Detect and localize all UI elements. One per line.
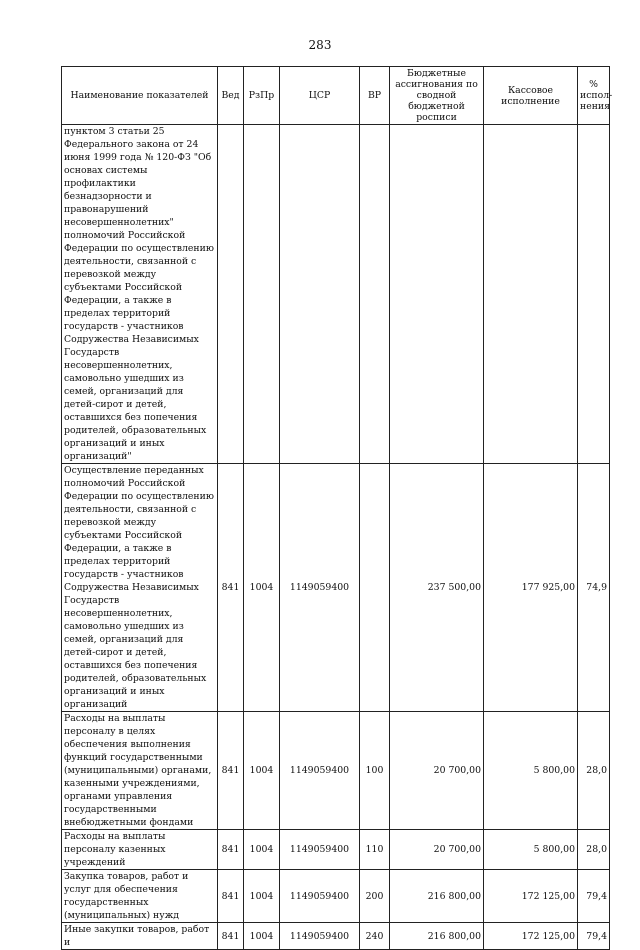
row-vr: 240	[360, 923, 390, 950]
row-cash: 5 800,00	[484, 712, 578, 830]
budget-execution-table	[61, 66, 613, 950]
header-name: Наименование показателей	[62, 67, 218, 125]
row-csr	[280, 125, 360, 464]
row-budget: 20 700,00	[390, 712, 484, 830]
table-row	[62, 870, 610, 923]
row-vr: 100	[360, 712, 390, 830]
row-cash: 172 125,00	[484, 923, 578, 950]
row-pct: 74,9	[578, 464, 610, 712]
header-vr: ВР	[360, 67, 390, 125]
row-name: Расходы на выплаты персоналу в целях обеспечения выполнения функций государственными (муниципальными) органами, казенными учреждениями, органами управления государственными внебюджетными фондами	[62, 712, 218, 830]
page-number: 283	[308, 38, 332, 52]
row-csr: 1149059400	[280, 923, 360, 950]
table-row	[62, 923, 610, 950]
table-header-row	[62, 67, 610, 125]
row-ved: 841	[218, 712, 244, 830]
row-csr: 1149059400	[280, 712, 360, 830]
row-vr	[360, 464, 390, 712]
row-pct: 28,0	[578, 830, 610, 870]
row-pct: 28,0	[578, 712, 610, 830]
row-budget: 216 800,00	[390, 923, 484, 950]
row-rzpr: 1004	[244, 830, 280, 870]
row-ved: 841	[218, 830, 244, 870]
header-cash: Кассовое исполнение	[484, 67, 578, 125]
table-row	[62, 712, 610, 830]
header-budget: Бюджетные ассигнования по сводной бюджетной росписи	[390, 67, 484, 125]
row-budget	[390, 125, 484, 464]
row-budget: 237 500,00	[390, 464, 484, 712]
row-budget: 20 700,00	[390, 830, 484, 870]
table-row	[62, 830, 610, 870]
header-pct: % испол-нения	[578, 67, 610, 125]
row-name: Закупка товаров, работ и услуг для обеспечения государственных (муниципальных) нужд	[62, 870, 218, 923]
header-csr: ЦСР	[280, 67, 360, 125]
row-pct: 79,4	[578, 923, 610, 950]
row-rzpr: 1004	[244, 923, 280, 950]
table-row	[62, 125, 610, 464]
row-pct	[578, 125, 610, 464]
row-cash: 5 800,00	[484, 830, 578, 870]
row-ved: 841	[218, 464, 244, 712]
row-name: Осуществление переданных полномочий Российской Федерации по осуществлению деятельности, связанной с перевозкой между субъектами Российской Федерации, а также в пределах территорий государств - участников Содружества Независимых Государств несовершеннолетних, самовольно ушедших из семей, организаций для детей-сирот и детей, оставшихся без попечения родителей, образовательных организаций и иных организаций	[62, 464, 218, 712]
row-vr: 110	[360, 830, 390, 870]
row-csr: 1149059400	[280, 870, 360, 923]
header-ved: Вед	[218, 67, 244, 125]
row-ved: 841	[218, 870, 244, 923]
row-rzpr: 1004	[244, 870, 280, 923]
row-name: пунктом 3 статьи 25 Федерального закона от 24 июня 1999 года № 120-ФЗ "Об основах системы профилактики безнадзорности и правонарушений несовершеннолетних" полномочий Российской Федерации по осуществлению деятельности, связанной с перевозкой между субъектами Российской Федерации, а также в пределах территорий государств - участников Содружества Независимых Государств несовершеннолетних, самовольно ушедших из семей, организаций для детей-сирот и детей, оставшихся без попечения родителей, образовательных организаций и иных организаций"	[62, 125, 218, 464]
row-name: Расходы на выплаты персоналу казенных учреждений	[62, 830, 218, 870]
row-cash: 177 925,00	[484, 464, 578, 712]
row-ved: 841	[218, 923, 244, 950]
header-rzpr: РзПр	[244, 67, 280, 125]
row-cash: 172 125,00	[484, 870, 578, 923]
row-name: Иные закупки товаров, работ и	[62, 923, 218, 950]
row-csr: 1149059400	[280, 464, 360, 712]
row-vr: 200	[360, 870, 390, 923]
row-budget: 216 800,00	[390, 870, 484, 923]
row-vr	[360, 125, 390, 464]
row-cash	[484, 125, 578, 464]
row-rzpr	[244, 125, 280, 464]
row-ved	[218, 125, 244, 464]
table-row	[62, 464, 610, 712]
row-pct: 79,4	[578, 870, 610, 923]
row-csr: 1149059400	[280, 830, 360, 870]
row-rzpr: 1004	[244, 712, 280, 830]
row-rzpr: 1004	[244, 464, 280, 712]
